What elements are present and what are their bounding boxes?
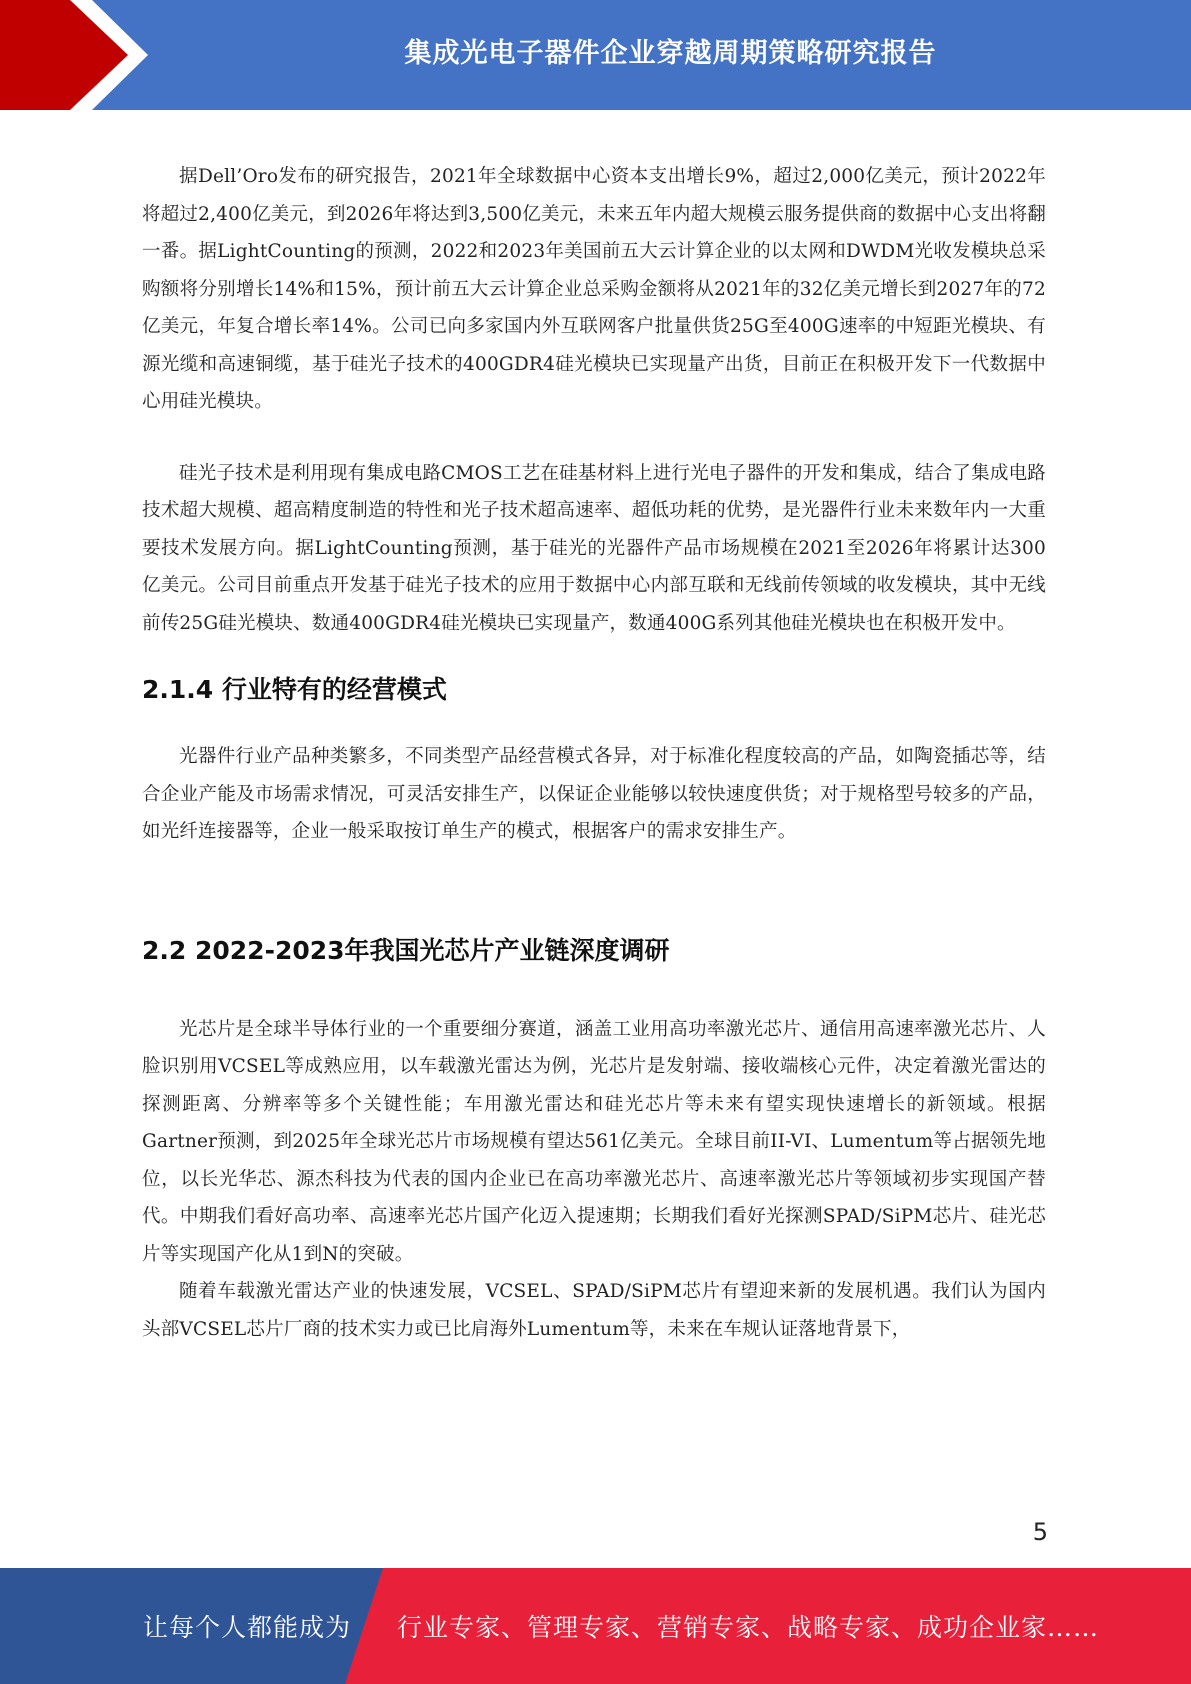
section-heading-optical-chip: 2.2 2022-2023年我国光芯片产业链深度调研: [142, 935, 670, 965]
page-header: [0, 0, 1191, 110]
footer-slogan-right: 行业专家、管理专家、营销专家、战略专家、成功企业家……: [397, 1613, 1100, 1642]
page-content: [142, 158, 1046, 1348]
paragraph-vcsel: 随着车载激光雷达产业的快速发展，VCSEL、SPAD/SiPM芯片有望迎来新的发展机遇。我们认为国内头部VCSEL芯片厂商的技术实力或已比肩海外Lumentum等，未来在车规认证落地背景下，: [142, 1281, 1046, 1340]
paragraph-datacenter-capex: 据Dell’Oro发布的研究报告，2021年全球数据中心资本支出增长9%，超过2,000亿美元，预计2022年将超过2,400亿美元，到2026年将达到3,500亿美元，未来五年内超大规模云服务提供商的数据中心支出将翻一番。据LightCounting的预测，2022和2023年美国前五大云计算企业的以太网和DWDM光收发模块总采购额将分别增长14%和15%，预计前五大云计算企业总采购金额将从2021年的32亿美元增长到2027年的72亿美元，年复合增长率14%。公司已向多家国内外互联网客户批量供货25G至400G速率的中短距光模块、有源光缆和高速铜缆，基于硅光子技术的400GDR4硅光模块已实现量产出货，目前正在积极开发下一代数据中心用硅光模块。: [142, 166, 1046, 412]
paragraph-silicon-photonics: 硅光子技术是利用现有集成电路CMOS工艺在硅基材料上进行光电子器件的开发和集成，结合了集成电路技术超大规模、超高精度制造的特性和光子技术超高速率、超低功耗的优势，是光器件行业未来数年内一大重要技术发展方向。据LightCounting预测，基于硅光的光器件产品市场规模在2021至2026年将累计达300亿美元。公司目前重点开发基于硅光子技术的应用于数据中心内部互联和无线前传领域的收发模块，其中无线前传25G硅光模块、数通400GDR4硅光模块已实现量产，数通400G系列其他硅光模块也在积极开发中。: [142, 462, 1046, 634]
page-footer: [0, 1568, 1191, 1684]
paragraph-optical-chip: 光芯片是全球半导体行业的一个重要细分赛道，涵盖工业用高功率激光芯片、通信用高速率激光芯片、人脸识别用VCSEL等成熟应用，以车载激光雷达为例，光芯片是发射端、接收端核心元件，决定着激光雷达的探测距离、分辨率等多个关键性能；车用激光雷达和硅光芯片等未来有望实现快速增长的新领域。根据Gartner预测，到2025年全球光芯片市场规模有望达561亿美元。全球目前II-VI、Lumentum等占据领先地位，以长光华芯、源杰科技为代表的国内企业已在高功率激光芯片、高速率激光芯片等领域初步实现国产替代。中期我们看好高功率、高速率光芯片国产化迈入提速期；长期我们看好光探测SPAD/SiPM芯片、硅光芯片等实现国产化从1到N的突破。: [142, 1018, 1046, 1265]
header-arrow-decoration: [0, 0, 170, 110]
page-number: 5: [1032, 1518, 1048, 1546]
footer-slogan-left: 让每个人都能成为: [143, 1613, 352, 1642]
paragraph-business-model: 光器件行业产品种类繁多，不同类型产品经营模式各异，对于标准化程度较高的产品，如陶瓷插芯等，结合企业产能及市场需求情况，可灵活安排生产，以保证企业能够以较快速度供货；对于规格型号较多的产品，如光纤连接器等，企业一般采取按订单生产的模式，根据客户的需求安排生产。: [142, 746, 1046, 842]
section-heading-business-model: 2.1.4 行业特有的经营模式: [142, 675, 447, 704]
header-title: 集成光电子器件企业穿越周期策略研究报告: [404, 37, 937, 69]
